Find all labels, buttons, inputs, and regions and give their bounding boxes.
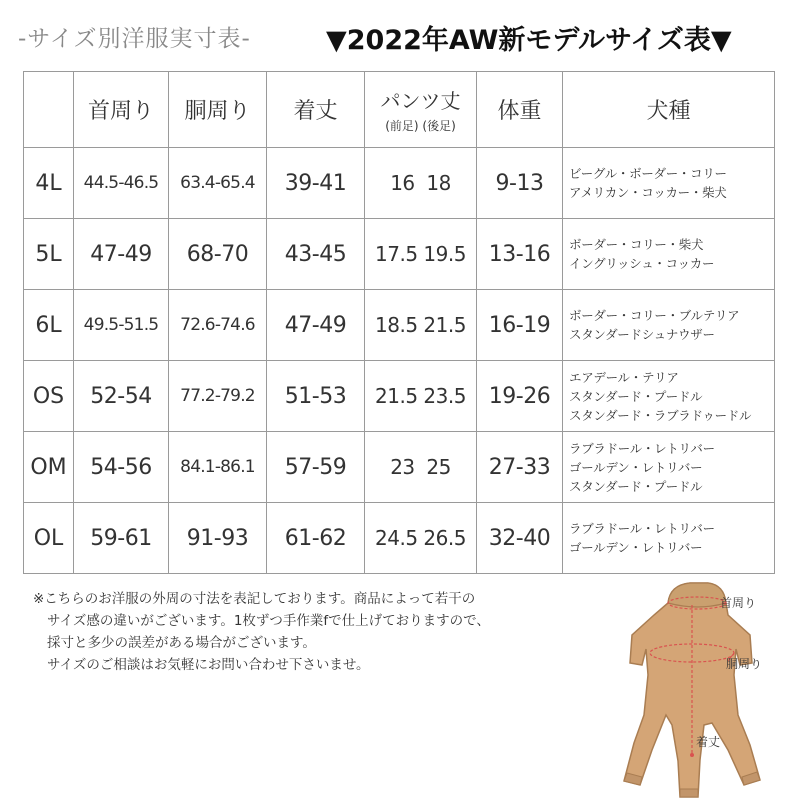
breed-line: スタンダード・ラブラドゥードル [569, 407, 752, 423]
cell-size: 6L [24, 290, 74, 361]
header-pants [365, 72, 477, 148]
page-subtitle: -サイズ別洋服実寸表- [18, 26, 251, 52]
cell-weight: 32-40 [477, 503, 563, 574]
cell-neck: 54-56 [74, 432, 169, 503]
cell-weight: 16-19 [477, 290, 563, 361]
header-pants-label: パンツ丈 [380, 89, 461, 113]
cell-size: 4L [24, 148, 74, 219]
cell-length: 43-45 [267, 219, 365, 290]
breed-line: ゴールデン・レトリバー [569, 540, 703, 555]
cell-breed [563, 361, 775, 432]
cell-pants: 17.5 19.5 [365, 219, 477, 290]
breed-line: ボーダー・コリー・柴犬 [569, 237, 704, 252]
breed-line: イングリッシュ・コッカー [569, 256, 715, 271]
header-length: 着丈 [267, 72, 365, 148]
breed-line: ゴールデン・レトリバー [569, 459, 703, 475]
cell-breed [563, 148, 775, 219]
cell-chest: 68-70 [169, 219, 267, 290]
cell-pants: 16 18 [365, 148, 477, 219]
header-size [24, 72, 74, 148]
note-line: サイズのご相談はお気軽にお問い合わせ下さいませ。 [47, 657, 370, 673]
header-weight: 体重 [477, 72, 563, 148]
garment-diagram [600, 575, 800, 800]
cell-neck: 49.5-51.5 [74, 290, 169, 361]
header-pants-sub: (前足) (後足) [385, 119, 456, 133]
table-row [24, 219, 775, 290]
cell-neck: 59-61 [74, 503, 169, 574]
note-line: 採寸と多少の誤差がある場合がございます。 [47, 635, 316, 651]
page-title: ▼2022年AW新モデルサイズ表▼ [326, 25, 732, 56]
cell-pants: 24.5 26.5 [365, 503, 477, 574]
cell-weight: 27-33 [477, 432, 563, 503]
cell-size: OS [24, 361, 74, 432]
header-neck: 首周り [74, 72, 169, 148]
cell-breed [563, 290, 775, 361]
cell-breed [563, 503, 775, 574]
cell-neck: 52-54 [74, 361, 169, 432]
cell-breed [563, 219, 775, 290]
cell-length: 57-59 [267, 432, 365, 503]
header-breed: 犬種 [563, 72, 775, 148]
breed-line: スタンダード・プードル [569, 388, 703, 404]
breed-line: ラブラドール・レトリバー [569, 521, 715, 536]
cell-breed [563, 432, 775, 503]
cell-size: 5L [24, 219, 74, 290]
breed-line: ラブラドール・レトリバー [569, 440, 715, 456]
table-row [24, 290, 775, 361]
breed-line: エアデール・テリア [569, 369, 679, 385]
table-row [24, 503, 775, 574]
note-line: サイズ感の違いがございます。1枚ずつ手作業fで仕上げておりますので、 [47, 613, 490, 629]
cell-weight: 9-13 [477, 148, 563, 219]
neck-label: 首周り [720, 596, 757, 610]
cell-weight: 19-26 [477, 361, 563, 432]
length-measure-dot [690, 753, 694, 757]
cell-pants: 23 25 [365, 432, 477, 503]
cell-length: 47-49 [267, 290, 365, 361]
cell-neck: 47-49 [74, 219, 169, 290]
cell-chest: 77.2-79.2 [169, 361, 267, 432]
note-line: ※こちらのお洋服の外周の寸法を表記しております。商品によって若干の [33, 591, 476, 607]
table-row [24, 148, 775, 219]
cell-length: 51-53 [267, 361, 365, 432]
cell-chest: 72.6-74.6 [169, 290, 267, 361]
cell-length: 39-41 [267, 148, 365, 219]
cell-chest: 84.1-86.1 [169, 432, 267, 503]
size-table [23, 71, 775, 574]
breed-line: アメリカン・コッカー・柴犬 [569, 185, 727, 200]
breed-line: ビーグル・ボーダー・コリー [569, 166, 727, 181]
chest-label: 胴周り [726, 657, 763, 671]
breed-line: スタンダードシュナウザー [569, 327, 715, 342]
garment-collar [668, 583, 726, 607]
dog-suit-illustration [600, 575, 800, 800]
cell-pants: 18.5 21.5 [365, 290, 477, 361]
cell-chest: 63.4-65.4 [169, 148, 267, 219]
table-header-row [24, 72, 775, 148]
garment-cuff-center [680, 789, 698, 797]
cell-length: 61-62 [267, 503, 365, 574]
table-row [24, 432, 775, 503]
breed-line: ボーダー・コリー・ブルテリア [569, 308, 740, 323]
header-chest: 胴周り [169, 72, 267, 148]
cell-weight: 13-16 [477, 219, 563, 290]
cell-size: OL [24, 503, 74, 574]
table-row [24, 361, 775, 432]
cell-neck: 44.5-46.5 [74, 148, 169, 219]
cell-chest: 91-93 [169, 503, 267, 574]
page-header [0, 18, 800, 62]
breed-line: スタンダード・プードル [569, 478, 703, 494]
cell-size: OM [24, 432, 74, 503]
length-label: 着丈 [696, 735, 721, 749]
cell-pants: 21.5 23.5 [365, 361, 477, 432]
size-notes [33, 588, 490, 676]
